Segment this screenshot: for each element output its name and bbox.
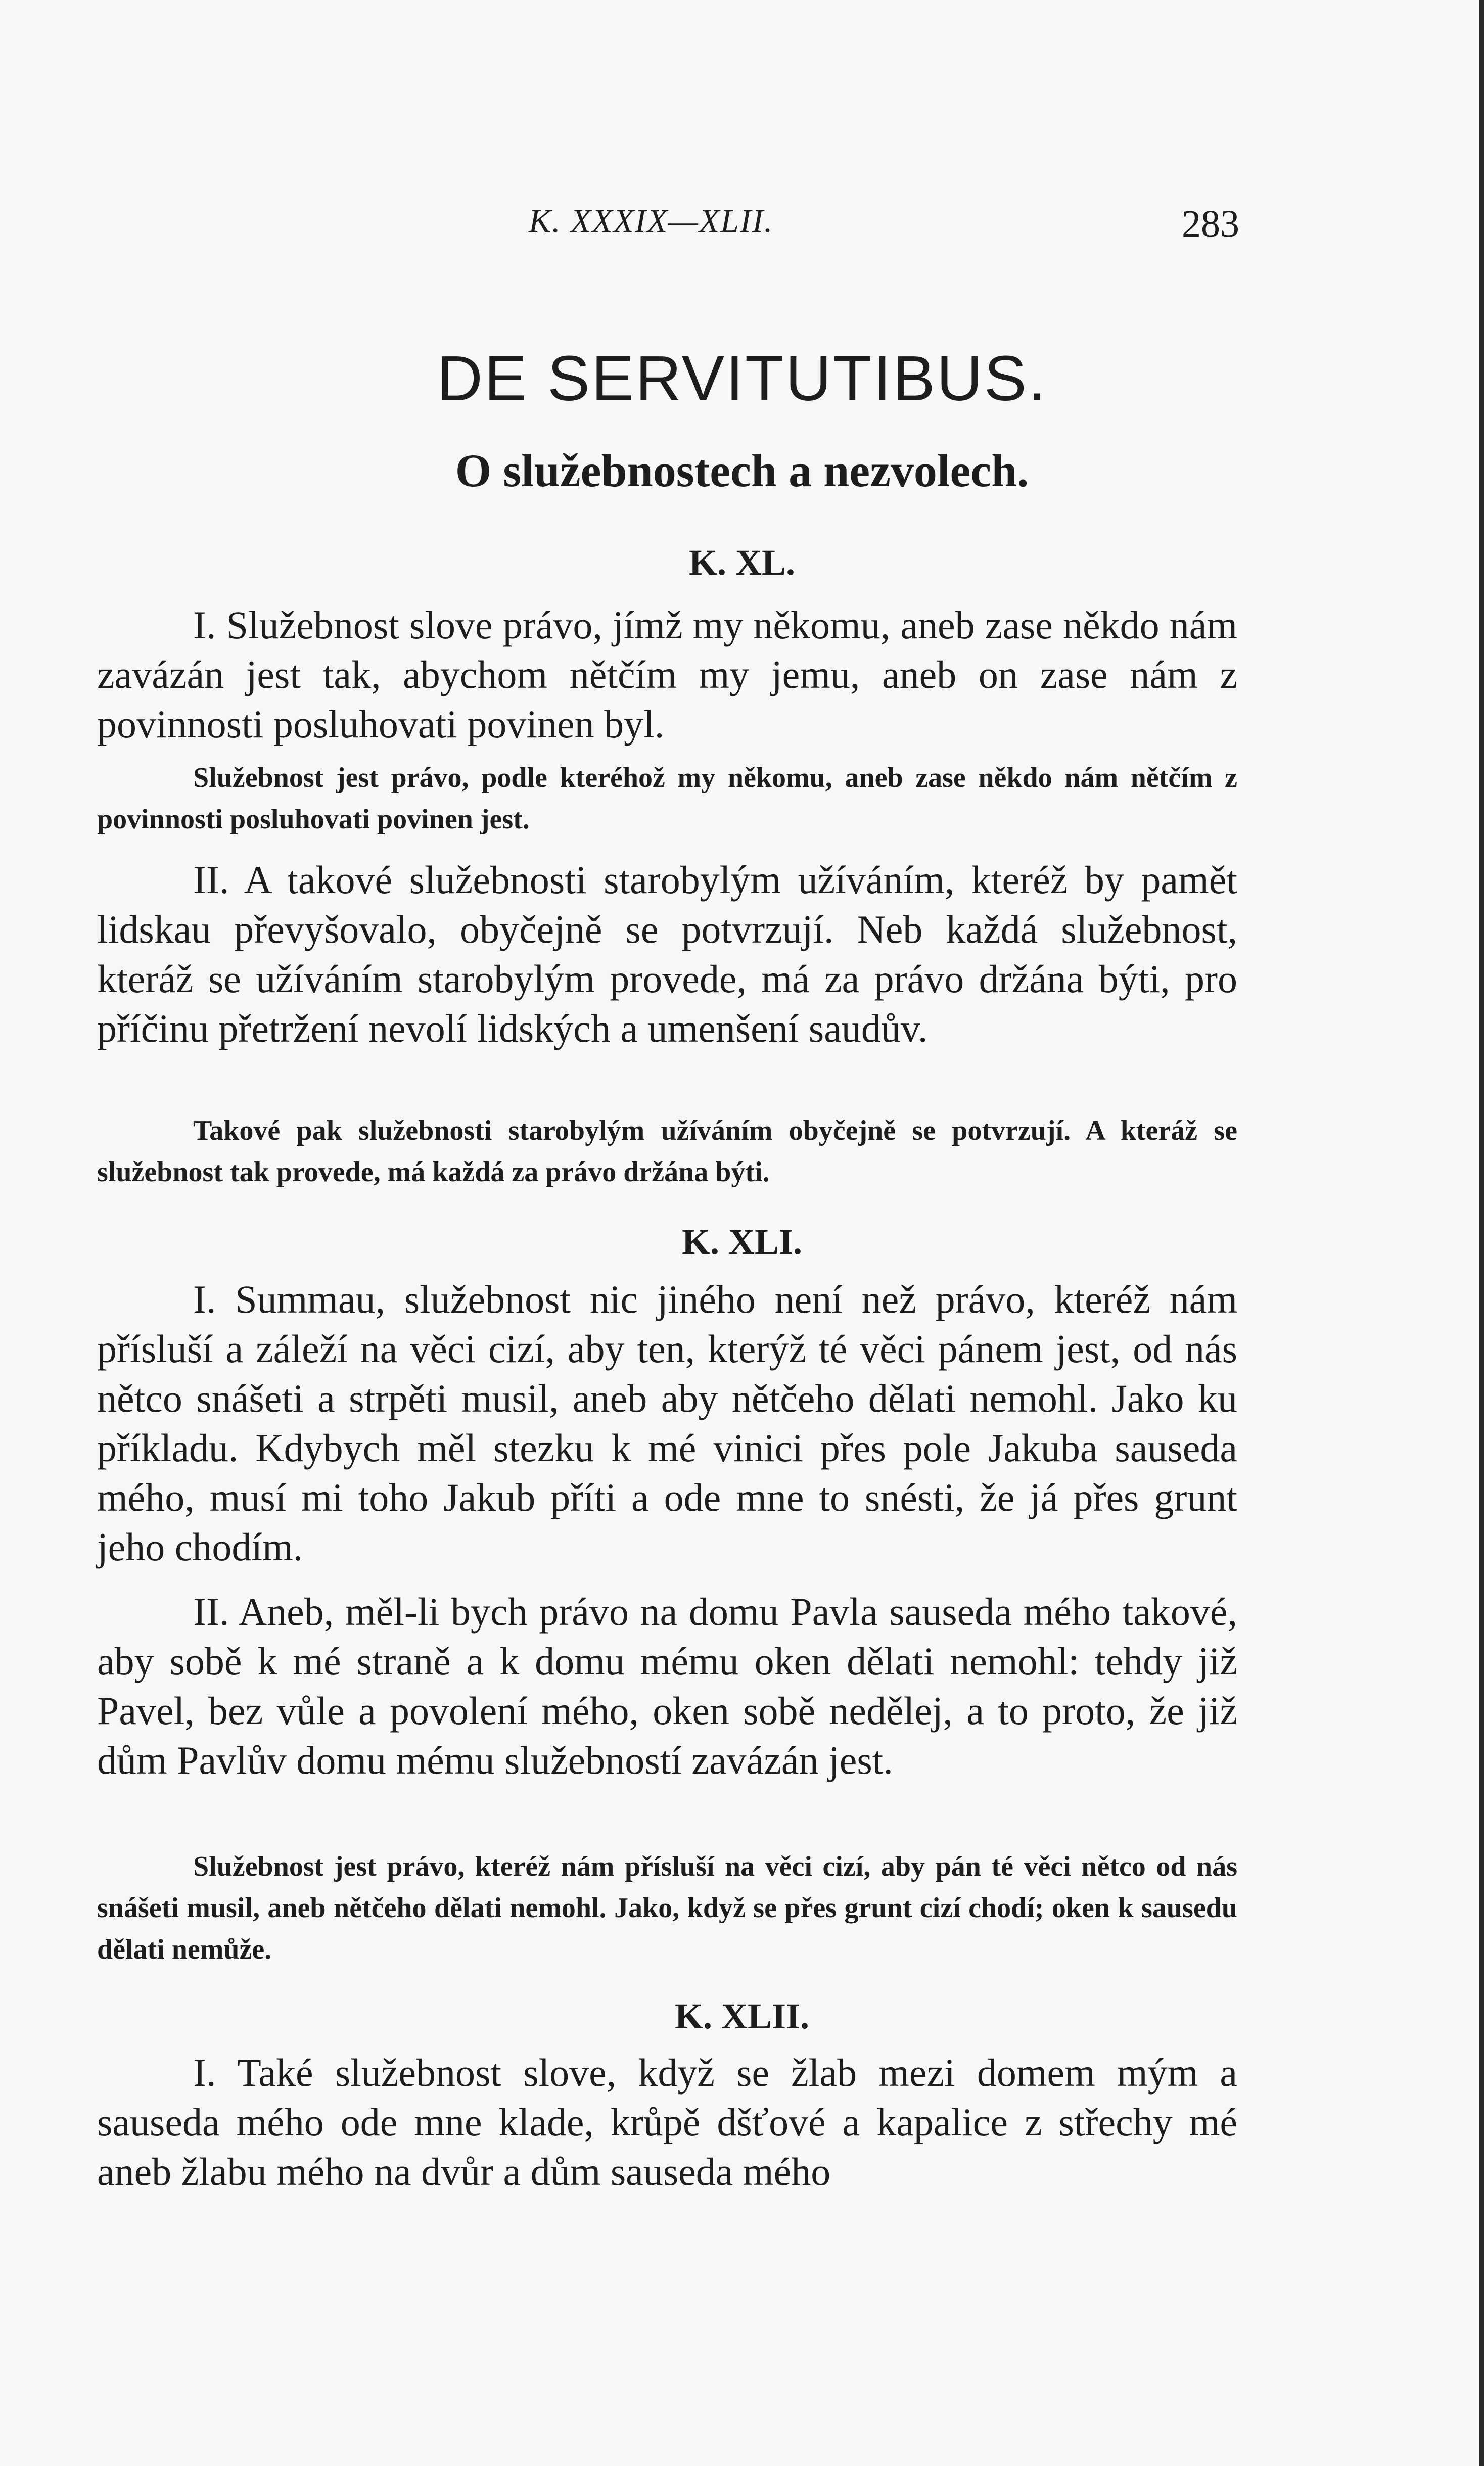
paragraph-xli-1: I. Summau, služebnost nic jiného není než právo, kteréž nám přísluší a záleží na věci cizí, aby ten, kterýž té věci pánem jest, od nás nětco snášeti a strpěti musil, aneb aby nětčeho dělati nemohl. Jako ku příkladu. Kdybych měl stezku k mé vinici přes pole Jakuba sauseda mého, musí mi toho Jakub příti a ode mne to snésti, že já přes grunt jeho chodím. [97,1277,1237,1569]
note-xli-1: Služebnost jest právo, kteréž nám přísluší na věci cizí, aby pán té věci nětco od nás snášeti musil, aneb nětčeho dělati nemohl. Jako, když se přes grunt cizí chodí; oken k sausedu dělati nemůže. [97,1851,1237,1965]
chapter-heading-xli: K. XLI. [681,1222,803,1262]
chapter-heading-xlii: K. XLII. [674,1996,810,2036]
page-title: DE SERVITUTIBUS. [437,343,1047,414]
note-xl-2: Takové pak služebnosti starobylým užíváním obyčejně se potvrzují. A kteráž se služebnost tak provede, má každá za právo držána býti. [97,1115,1237,1188]
paragraph-xlii-1: I. Také služebnost slove, když se žlab mezi domem mým a sauseda mého ode mne klade, krůpě dšťové a kapalice z střechy mé aneb žlabu mého na dvůr a dům sauseda mého [97,2051,1237,2194]
running-header: K. XXXIX—XLII. [529,203,774,240]
paragraph-xl-1: I. Služebnost slove právo, jímž my někomu, aneb zase někdo nám zavázán jest tak, abychom nětčím my jemu, aneb on zase nám z povinnosti posluhovati povinen byl. [97,603,1237,746]
page-subtitle: O služebnostech a nezvolech. [455,445,1029,496]
paragraph-xli-2: II. Aneb, měl-li bych právo na domu Pavla sauseda mého takové, aby sobě k mé straně a k domu mému oken dělati nemohl: tehdy již Pavel, bez vůle a povolení mého, oken sobě nedělej, a to proto, že již dům Pavlův domu mému služebností zavázán jest. [97,1590,1237,1782]
paragraph-xl-2: II. A takové služebnosti starobylým užíváním, kteréž by pamět lidskau převyšovalo, obyčejně se potvrzují. Neb každá služebnost, kteráž se užíváním starobylým provede, má za právo držána býti, pro příčinu přetržení nevolí lidských a umenšení saudův. [97,858,1237,1050]
note-xl-1: Služebnost jest právo, podle kteréhož my někomu, aneb zase někdo nám nětčím z povinnosti posluhovati povinen jest. [97,762,1237,835]
chapter-heading-xl: K. XL. [688,542,796,583]
page-number: 283 [1182,203,1239,245]
